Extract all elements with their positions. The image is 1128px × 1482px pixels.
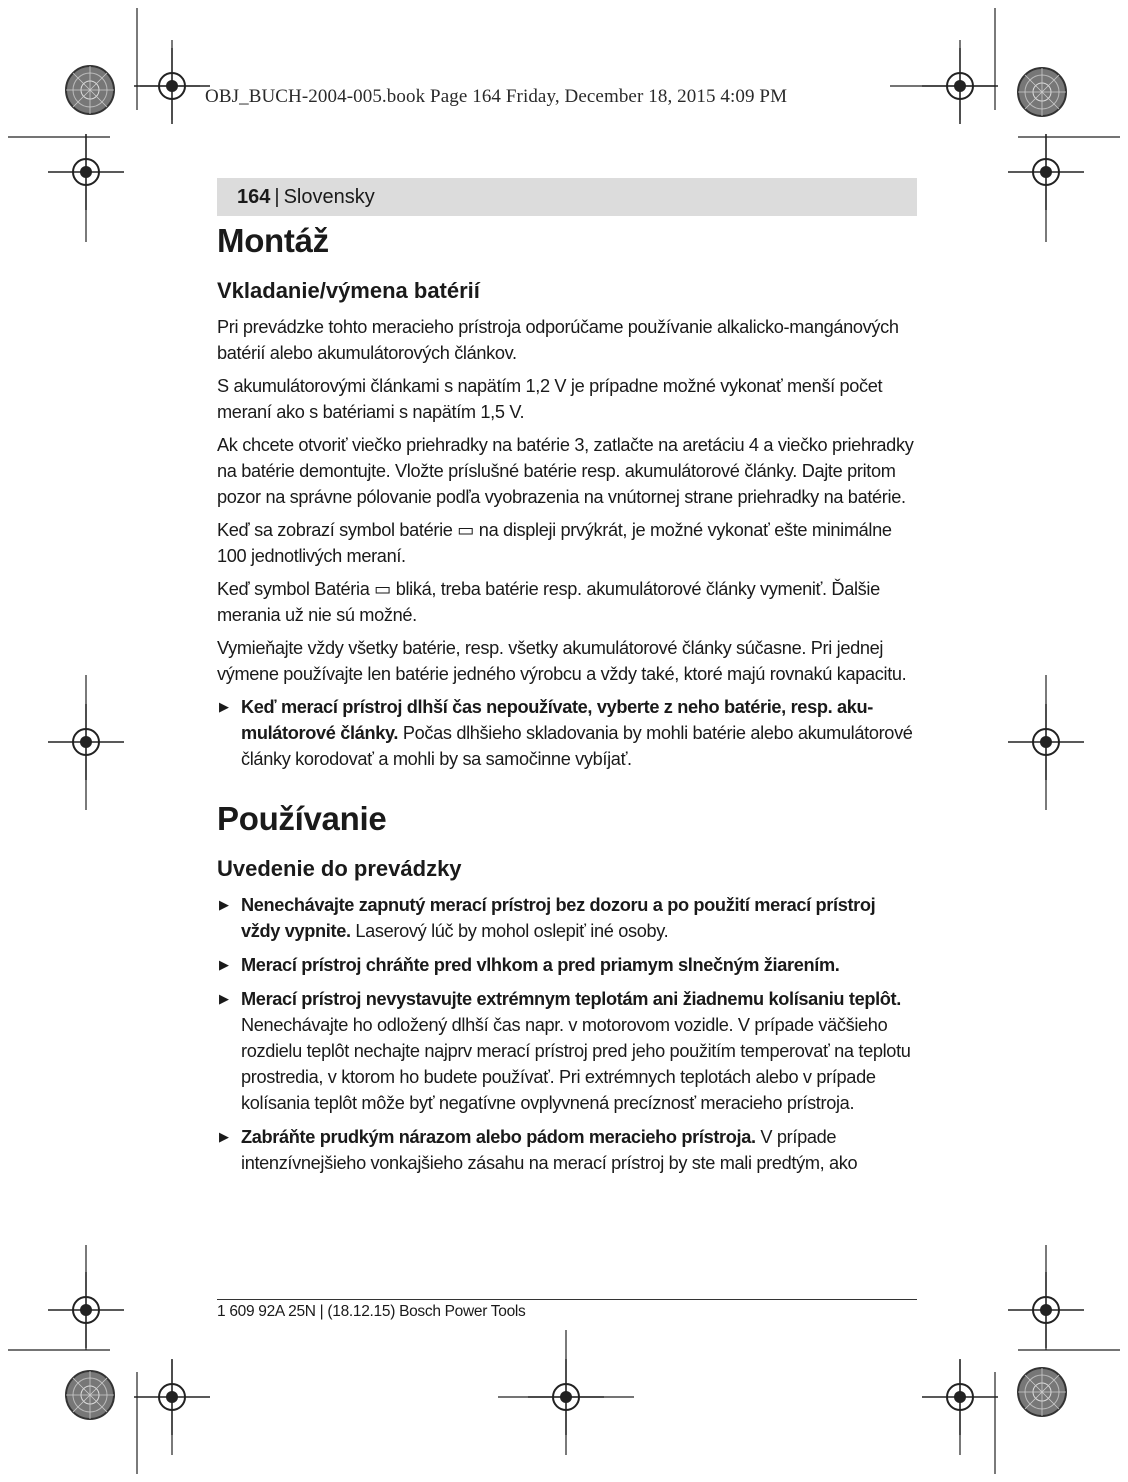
bullet-triangle-icon: ▶ [219,991,229,1006]
bullet-bold-text: Zabráňte prudkým nárazom alebo pádom meracieho prístroja. [241,1127,756,1147]
footer-rule [217,1299,917,1300]
book-header: OBJ_BUCH-2004-005.book Page 164 Friday, December 18, 2015 4:09 PM [205,86,788,107]
bullet-text: Laserový lúč by mohol oslepiť iné osoby. [350,921,669,941]
bullet-text: V prípade intenzívnejšieho vonkajšieho zásahu na merací prístroj by ste mali predtým, ako [241,1127,858,1173]
list-item [217,694,917,772]
section-title-montaz: Montáž [217,222,329,259]
subsection-title-batteries: Vkladanie/výmena batérií [217,278,480,303]
bullet-bold-text: Nenechávajte zapnutý merací prístroj bez dozoru a po použití merací prístroj vždy vypnite. [241,895,876,941]
bullet-triangle-icon: ▶ [219,699,229,714]
list-item [217,892,917,944]
list-item [217,986,917,1116]
safety-list [217,892,917,1176]
paragraph: Ak chcete otvoriť viečko priehradky na batérie 3, zatlačte na aretáciu 4 a viečko priehradky na batérie demontujte. Vložte príslušné batérie resp. akumulátorové články. Dajte pritom pozor na správne pólovanie podľa vyobrazenia na vnútornej strane priehradky na batérie. [217,435,914,507]
paragraph: Keď sa zobrazí symbol batérie ▭ na displeji prvýkrát, je možné vykonať ešte minimálne 100 jednotlivých meraní. [217,520,892,566]
page-footer: 1 609 92A 25N | (18.12.15) Bosch Power Tools [217,1303,526,1320]
paragraph: Pri prevádzke tohto meracieho prístroja odporúčame používanie alkalicko-mangánových batérií alebo akumulátorových článkov. [217,317,899,363]
page-header-bar [217,178,917,216]
warning-list [217,694,917,772]
section-title-pouzivanie: Používanie [217,800,387,837]
bullet-text: Počas dlhšieho skladovania by mohli batérie alebo akumulátorové články korodovať a mohli by sa samočinne vybíjať. [241,723,913,769]
bullet-triangle-icon: ▶ [219,1129,229,1144]
bullet-bold-text: Merací prístroj nevystavujte extrémnym teplotám ani žiadnemu kolísaniu teplôt. [241,989,901,1009]
language-label: Slovensky [283,185,375,208]
page-content [217,222,917,1184]
page-separator: | [274,185,280,208]
paragraph: S akumulátorovými článkami s napätím 1,2 V je prípadne možné vykonať menší počet meraní ako s batériami s napätím 1,5 V. [217,376,883,422]
list-item [217,952,917,978]
page-number: 164 [237,185,271,208]
bullet-text: Nenechávajte ho odložený dlhší čas napr. v motorovom vozidle. V prípade väčšieho rozdielu teplôt nechajte najprv merací prístroj pred jeho použitím temperovať na teplotu prostredia, v ktorom ho budete používať. Pri extrémnych teplotách alebo v prípade kolísania teplôt môže byť negatívne ovplyvnená precíznosť meracieho prístroja. [241,1015,911,1113]
paragraph: Keď symbol Batéria ▭ bliká, treba batérie resp. akumulátorové články vymeniť. Ďalšie merania už nie sú možné. [217,579,880,625]
subsection-title-startup: Uvedenie do prevádzky [217,856,462,881]
bullet-bold-text: Keď merací prístroj dlhší čas nepoužívate, vyberte z neho batérie, resp. akumulátorové články. [241,697,874,743]
bullet-triangle-icon: ▶ [219,957,229,972]
bullet-triangle-icon: ▶ [219,897,229,912]
list-item [217,1124,917,1176]
bullet-bold-text: Merací prístroj chráňte pred vlhkom a pred priamym slnečným žiarením. [241,955,840,975]
paragraph: Vymieňajte vždy všetky batérie, resp. všetky akumulátorové články súčasne. Pri jednej výmene používajte len batérie jedného výrobcu a vždy také, ktoré majú rovnakú kapacitu. [217,638,907,684]
